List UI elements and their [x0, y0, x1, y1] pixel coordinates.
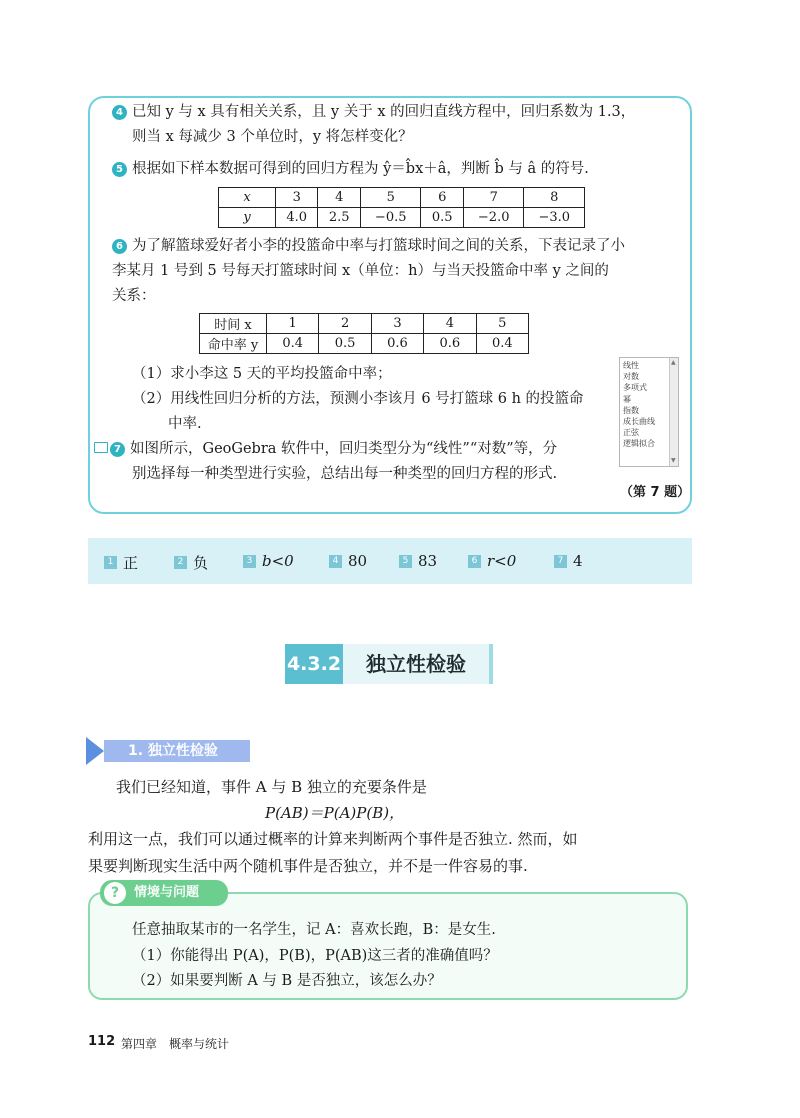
list-item[interactable]: 指数 — [623, 405, 639, 415]
table-cell: 7 — [463, 188, 524, 208]
table-cell: x — [219, 188, 276, 208]
exercise-number: 6 — [112, 239, 127, 254]
exercise-5 — [112, 157, 686, 182]
table-cell: 0.4 — [476, 334, 528, 354]
body-paragraph: 利用这一点，我们可以通过概率的计算来判断两个事件是否独立. 然而，如 — [88, 830, 578, 848]
table-cell: 0.6 — [371, 334, 423, 354]
list-item[interactable]: 逻辑拟合 — [623, 439, 655, 449]
sub-question-2-cont: 中率. — [168, 416, 202, 432]
exercise-7 — [94, 437, 668, 487]
answer-item — [243, 552, 294, 570]
question-icon: ? — [104, 882, 126, 904]
exercise-text: 为了解篮球爱好者小李的投篮命中率与打篮球时间之间的关系，下表记录了小 — [132, 238, 625, 254]
exercise-number: 7 — [110, 442, 125, 457]
answer-item — [399, 552, 437, 570]
chapter-label: 第四章 概率与统计 — [121, 1037, 230, 1051]
answer-item — [468, 552, 516, 570]
list-item[interactable]: 线性 — [623, 361, 639, 370]
table-cell: 0.4 — [267, 334, 319, 354]
answer-text: 83 — [418, 552, 438, 570]
table-cell: 3 — [276, 188, 318, 208]
table-cell: 4 — [318, 188, 360, 208]
scrollbar[interactable] — [669, 358, 678, 466]
table-cell: −3.0 — [524, 208, 585, 228]
table-cell: 2 — [319, 314, 371, 334]
answer-item — [174, 552, 208, 573]
answer-item — [104, 552, 138, 573]
situation-text: （1）你能得出 P(A)，P(B)，P(AB)这三者的准确值吗？ — [132, 948, 498, 964]
table-cell: 1 — [267, 314, 319, 334]
list-item[interactable]: 多项式 — [623, 383, 647, 393]
computer-icon — [94, 442, 108, 453]
exercise-text: 别选择每一种类型进行实验，总结出每一种类型的回归方程的形式. — [132, 466, 558, 482]
table-cell: 时间 x — [200, 314, 267, 334]
list-item[interactable]: 幂 — [623, 394, 631, 404]
exercise-text: 李某月 1 号到 5 号每天打篮球时间 x（单位：h）与当天投篮命中率 y 之间的 — [112, 263, 609, 279]
answer-item — [554, 552, 583, 570]
exercise-text: 根据如下样本数据可得到的回归方程为 ŷ＝b̂x＋â，判断 b̂ 与 â 的符号. — [132, 161, 589, 177]
answer-text: b<0 — [262, 552, 294, 570]
table-cell: −0.5 — [360, 208, 421, 228]
list-item[interactable]: 对数 — [623, 372, 639, 382]
answer-number: 4 — [329, 555, 342, 568]
table-cell: 4 — [424, 314, 476, 334]
situation-text: （2）如果要判断 A 与 B 是否独立，该怎么办？ — [132, 973, 442, 989]
exercise-number: 4 — [112, 105, 127, 120]
table-cell: 0.6 — [424, 334, 476, 354]
table-cell: 3 — [371, 314, 423, 334]
regression-type-list[interactable] — [619, 357, 679, 467]
body-paragraph: 我们已经知道，事件 A 与 B 独立的充要条件是 — [116, 778, 427, 796]
formula: P(AB)＝P(A)P(B)， — [265, 804, 405, 822]
subsection-arrow-icon — [86, 737, 104, 765]
exercise-text: 则当 x 每减少 3 个单位时，y 将怎样变化？ — [132, 129, 413, 145]
data-table-q6 — [199, 313, 529, 354]
table-cell: 4.0 — [276, 208, 318, 228]
table-row — [219, 208, 585, 228]
table-row — [200, 334, 529, 354]
exercise-number: 5 — [112, 162, 127, 177]
page-number: 112 — [88, 1034, 116, 1049]
table-cell: 0.5 — [319, 334, 371, 354]
answer-strip — [88, 538, 692, 584]
answer-number: 6 — [468, 555, 481, 568]
list-item[interactable]: 正弦 — [623, 428, 639, 438]
table-cell: −2.0 — [463, 208, 524, 228]
subsection-title: 1. 独立性检验 — [104, 740, 250, 762]
exercise-6 — [112, 234, 686, 309]
answer-text: 正 — [123, 554, 139, 572]
table-row — [219, 188, 585, 208]
answer-text: 4 — [573, 552, 583, 570]
sub-question-2: （2）用线性回归分析的方法，预测小李该月 6 号打篮球 6 h 的投篮命 — [132, 391, 584, 407]
exercise-text: 如图所示，GeoGebra 软件中，回归类型分为“线性”“对数”等，分 — [130, 441, 558, 457]
table-cell: y — [219, 208, 276, 228]
data-table-q5 — [218, 187, 585, 228]
scroll-down-icon[interactable]: ▼ — [671, 457, 676, 464]
table-cell: 5 — [476, 314, 528, 334]
situation-text: 任意抽取某市的一名学生，记 A：喜欢长跑，B：是女生. — [132, 922, 496, 938]
answer-number: 2 — [174, 556, 187, 569]
answer-text: r<0 — [487, 552, 517, 570]
section-number: 4.3.2 — [285, 644, 343, 684]
table-row — [200, 314, 529, 334]
table-cell: 5 — [360, 188, 421, 208]
figure-caption: （第 7 题） — [620, 485, 691, 500]
sub-question-1: （1）求小李这 5 天的平均投篮命中率； — [132, 366, 392, 382]
exercise-4 — [112, 100, 686, 150]
table-cell: 8 — [524, 188, 585, 208]
exercise-text: 已知 y 与 x 具有相关关系，且 y 关于 x 的回归直线方程中，回归系数为 1.3， — [132, 104, 636, 120]
section-title: 独立性检验 — [343, 644, 493, 684]
answer-number: 7 — [554, 555, 567, 568]
answer-number: 3 — [243, 555, 256, 568]
answer-item — [329, 552, 367, 570]
table-cell: 命中率 y — [200, 334, 267, 354]
body-paragraph: 果要判断现实生活中两个随机事件是否独立，并不是一件容易的事. — [88, 857, 528, 875]
table-cell: 2.5 — [318, 208, 360, 228]
answer-text: 80 — [348, 552, 368, 570]
answer-number: 1 — [104, 556, 117, 569]
exercise-text: 关系： — [112, 288, 156, 304]
answer-text: 负 — [193, 554, 209, 572]
scroll-up-icon[interactable]: ▲ — [671, 359, 676, 366]
table-cell: 6 — [421, 188, 463, 208]
table-cell: 0.5 — [421, 208, 463, 228]
situation-tab: 情境与问题 — [100, 880, 228, 906]
list-item[interactable]: 成长曲线 — [623, 417, 655, 427]
answer-number: 5 — [399, 555, 412, 568]
